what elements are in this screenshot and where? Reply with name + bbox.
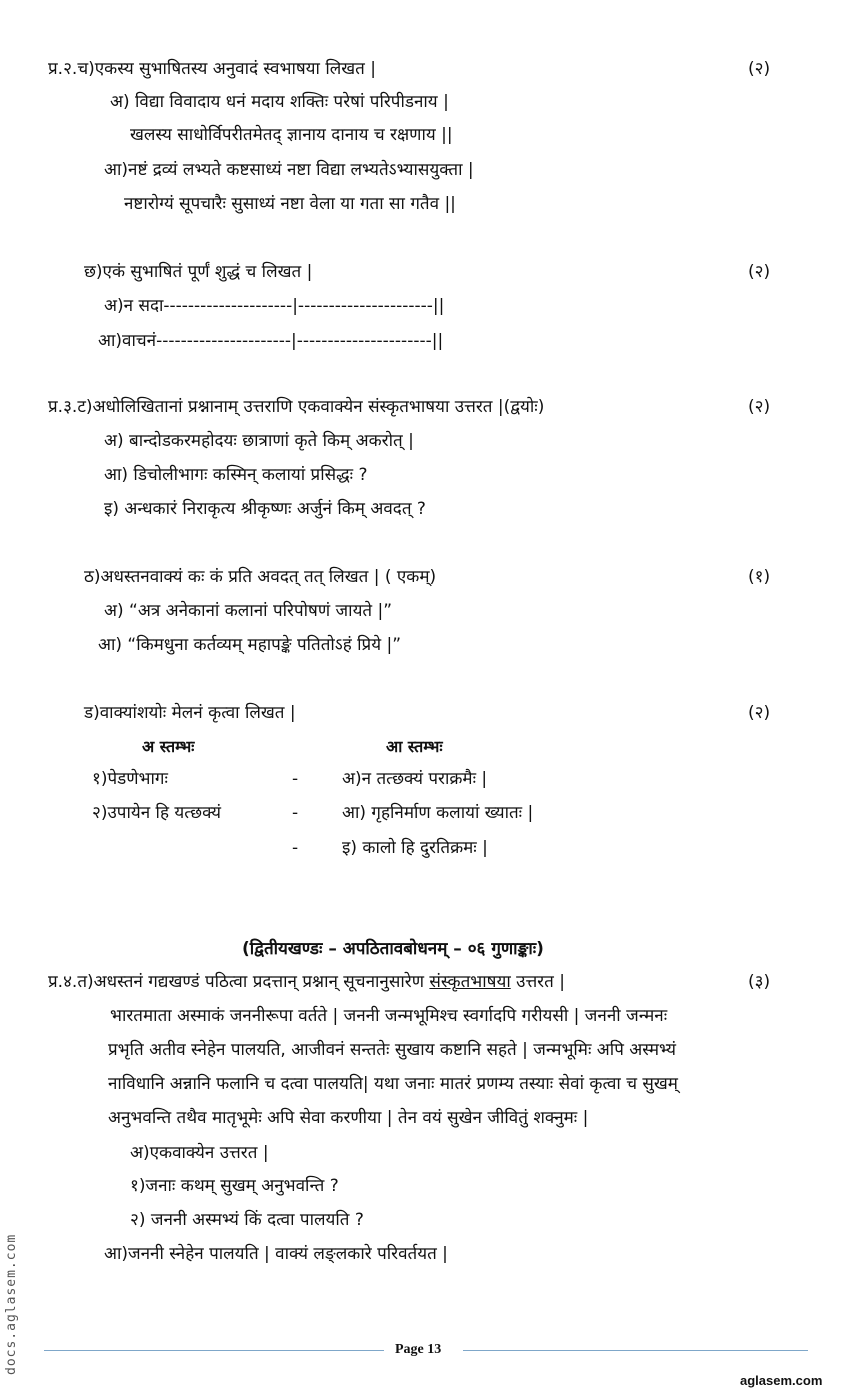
q3d-row2-dash: - [292,803,299,823]
q4-heading-post: उत्तरत | [510,972,565,992]
q2chh-aa: आ)वाचनं----------------------|----------------------|| [98,331,444,351]
q3t-a: अ) बान्दोडकरमहोदयः छात्राणां कृते किम् अकरोत् | [104,431,414,451]
q3th-marks: (१) [748,567,771,587]
q2c-aa-line1: आ)नष्टं द्रव्यं लभ्यते कष्टसाध्यं नष्टा विद्या लभ्यतेऽभ्यासयुक्ता | [104,160,474,180]
q4-heading-pre: प्र.४.त)अधस्तनं गद्यखण्डं पठित्वा प्रदत्तान् प्रश्नान् सूचनानुसारेण [48,972,430,992]
q3d-row2-a: २)उपायेन हि यत्छक्यं [92,803,222,823]
q3th-aa: आ) “किमधुना कर्तव्यम् महापङ्के पतितोऽहं प्रिये |” [98,635,402,655]
q4-sub-a1: १)जनाः कथम् सुखम् अनुभवन्ति ? [130,1176,339,1196]
q3d-col-b-header: आ स्तम्भः [386,737,443,756]
q3d-row2-b: आ) गृहनिर्माण कलायां ख्यातः | [342,803,534,823]
brand-link[interactable]: aglasem.com [740,1373,823,1388]
q3d-row1-dash: - [292,769,299,789]
q3t-marks: (२) [748,397,771,417]
q2c-aa-line2: नष्टारोग्यं सूपचारैः सुसाध्यं नष्टा वेला या गता सा गतैव || [124,194,456,214]
q3th-heading: ठ)अधस्तनवाक्यं कः कं प्रति अवदत् तत् लिखत | ( एकम्) [84,567,437,587]
q3d-marks: (२) [748,703,771,723]
q4-para-line1: भारतमाता अस्माकं जननीरूपा वर्तते | जननी जन्मभूमिश्च स्वर्गादपि गरीयसी | जननी जन्मनः [110,1006,668,1026]
q2chh-marks: (२) [748,262,771,282]
page-number: Page 13 [395,1342,442,1357]
footer-divider-left [44,1350,384,1351]
footer-divider-right [463,1350,808,1351]
q3d-row3-b: इ) कालो हि दुरतिक्रमः | [342,838,488,858]
q3d-row3-dash: - [292,838,299,858]
q4-para-line2: प्रभृति अतीव स्नेहेन पालयति, आजीवनं सन्ततेः सुखाय कष्टानि सहते | जन्मभूमिः अपि अस्मभ्यं [108,1040,676,1060]
q2chh-heading: छ)एकं सुभाषितं पूर्णं शुद्धं च लिखत | [84,262,313,282]
q4-marks: (३) [748,972,771,992]
q3t-i: इ) अन्धकारं निराकृत्य श्रीकृष्णः अर्जुनं किम् अवदत् ? [104,499,426,519]
q2chh-a: अ)न सदा---------------------|----------------------|| [104,296,445,316]
side-watermark: docs.aglasem.com [4,1233,19,1375]
section2-title: (द्वितीयखण्डः – अपठितावबोधनम् – ०६ गुणाङ्काः) [242,939,544,959]
q2c-a-line2: खलस्य साधोर्विपरीतमेतद् ज्ञानाय दानाय च रक्षणाय || [130,125,453,145]
q3d-col-a-header: अ स्तम्भः [142,737,195,756]
q4-heading-underlined: संस्कृतभाषया [429,972,511,992]
q4-heading [48,971,565,993]
q3th-a: अ) “अत्र अनेकानां कलानां परिपोषणं जायते |” [104,601,393,621]
q4-sub-a: अ)एकवाक्येन उत्तरत | [130,1143,269,1163]
q3d-heading: ड)वाक्यांशयोः मेलनं कृत्वा लिखत | [84,703,296,723]
q3d-row1-a: १)पेडणेभागः [92,769,168,789]
q2c-a-line1: अ) विद्या विवादाय धनं मदाय शक्तिः परेषां परिपीडनाय | [110,92,449,112]
q4-para-line3: नाविधानि अन्नानि फलानि च दत्वा पालयति| यथा जनाः मातरं प्रणम्य तस्याः सेवां कृत्वा च सुखम् [108,1074,678,1094]
q4-sub-a2: २) जननी अस्मभ्यं किं दत्वा पालयति ? [130,1210,364,1230]
q3t-heading: प्र.३.ट)अधोलिखितानां प्रश्नानाम् उत्तराणि एकवाक्येन संस्कृतभाषया उत्तरत |(द्वयोः) [48,397,545,417]
q2c-heading: प्र.२.च)एकस्य सुभाषितस्य अनुवादं स्वभाषया लिखत | [48,59,376,79]
q4-sub-aa: आ)जननी स्नेहेन पालयति | वाक्यं लङ्लकारे परिवर्तयत | [104,1244,448,1264]
q3t-aa: आ) डिचोलीभागः कस्मिन् कलायां प्रसिद्धः ? [104,465,368,485]
q3d-row1-b: अ)न तत्छक्यं पराक्रमैः | [342,769,488,789]
q2c-marks: (२) [748,59,771,79]
q4-para-line4: अनुभवन्ति तथैव मातृभूमेः अपि सेवा करणीया | तेन वयं सुखेन जीवितुं शक्नुमः | [108,1108,589,1128]
